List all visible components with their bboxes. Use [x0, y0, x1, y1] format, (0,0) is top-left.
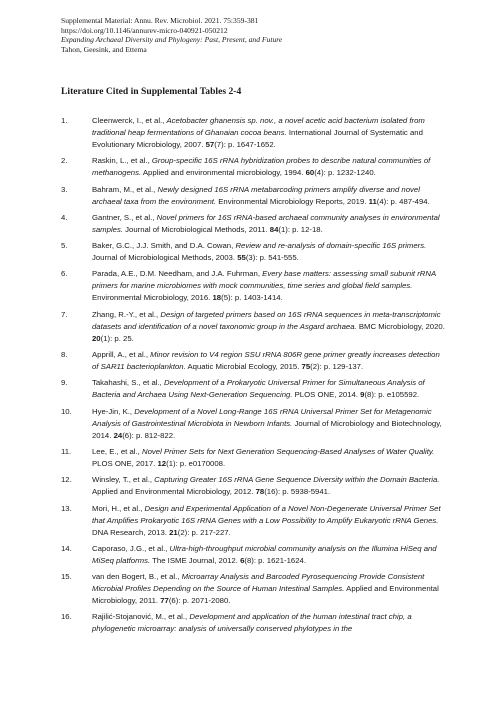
reference-text [92, 377, 446, 401]
reference-number: 9. [61, 378, 68, 388]
reference-pages: (8): p. e105592. [364, 390, 420, 400]
reference-item [61, 212, 446, 236]
reference-item [61, 115, 446, 151]
reference-journal: PLOS ONE, 2017. [92, 458, 158, 468]
section-title: Literature Cited in Supplemental Tables 2-4 [61, 86, 242, 97]
reference-number: 5. [61, 241, 68, 251]
reference-item [61, 446, 446, 470]
reference-authors: van den Bogert, B., et al., [92, 572, 182, 582]
reference-journal: Journal of Microbiology and Biotechnology, 2014. [92, 418, 442, 440]
reference-text [92, 240, 446, 264]
reference-volume: 24 [113, 430, 123, 440]
reference-authors: Caporaso, J.G., et al., [92, 543, 170, 553]
reference-title: Development of a Novel Long-Range 16S rRNA Universal Primer Set for Metagenomic Analysis of Gastrointestinal Microbiota in Newborn Infants. [92, 406, 432, 428]
reference-authors: Apprill, A., et al., [92, 350, 151, 360]
reference-text [92, 406, 446, 442]
reference-authors: Raskin, L., et al., [92, 156, 152, 166]
reference-item [61, 155, 446, 179]
reference-number: 16. [61, 612, 72, 622]
reference-pages: (7): p. 1647-1652. [214, 140, 276, 149]
reference-volume: 20 [92, 333, 101, 343]
reference-pages: (4): p. 1232-1240. [314, 168, 376, 178]
reference-journal: Applied and Environmental Microbiology, 2011. [92, 584, 439, 606]
reference-text [92, 309, 446, 345]
reference-number: 1. [61, 116, 68, 125]
reference-title: Group-specific 16S rRNA hybridization probes to describe natural communities of methanogens. [92, 156, 431, 178]
header-citation: Supplemental Material: Annu. Rev. Microbiol. 2021. 75:359-381 [61, 16, 259, 25]
reference-journal: Aquatic Microbial Ecology, 2015. [185, 362, 302, 372]
reference-authors: Parada, A.E., D.M. Needham, and J.A. Fuhrman, [92, 269, 263, 279]
reference-journal: Journal of Microbiological Methods, 2011. [123, 224, 270, 234]
reference-volume: 9 [360, 390, 365, 400]
reference-number: 7. [61, 309, 68, 319]
reference-journal: Applied and environmental microbiology, 1994. [141, 168, 306, 178]
reference-text [92, 268, 446, 304]
reference-pages: (5): p. 1403-1414. [221, 293, 283, 303]
header-doi[interactable]: https://doi.org/10.1146/annurev-micro-040921-050212 [61, 25, 228, 35]
reference-title: Development of a Prokaryotic Universal Primer for Simultaneous Analysis of Bacteria and Archaea Using Next-Generation Sequencing. [92, 378, 425, 400]
reference-number: 15. [61, 572, 72, 582]
reference-item [61, 309, 446, 345]
reference-journal: BMC Microbiology, 2020. [356, 321, 445, 331]
reference-item [61, 349, 446, 373]
reference-pages: (1): p. e0170008. [166, 458, 226, 468]
reference-volume: 77 [160, 596, 169, 606]
reference-title: Minor revision to V4 region SSU rRNA 806R gene primer greatly increases detection of SAR11 bacterioplankton. [92, 350, 440, 372]
reference-journal: Journal of Microbiological Methods, 2003. [92, 253, 238, 263]
reference-authors: Mori, H., et al., [92, 503, 145, 513]
reference-authors: Winsley, T., et al., [92, 475, 155, 485]
reference-journal: Environmental Microbiology, 2016. [92, 293, 213, 303]
reference-item [61, 377, 446, 401]
reference-journal: The ISME Journal, 2012. [150, 555, 241, 565]
reference-item [61, 474, 446, 498]
reference-pages: (1): p. 25. [100, 333, 134, 343]
reference-number: 13. [61, 503, 72, 513]
reference-item [61, 543, 446, 567]
reference-title: Novel primers for 16S rRNA-based archaeal community analyses in environmental samples. [92, 212, 440, 234]
reference-item [61, 611, 446, 635]
reference-number: 4. [61, 212, 68, 222]
reference-authors: Rajilić-Stojanović, M., et al., [92, 612, 190, 622]
reference-title: Design and Experimental Application of a Novel Non-Degenerate Universal Primer Set that Amplifies Prokaryotic 16S rRNA Genes with a Low Possibility to Amplify Eukaryotic rRNA Genes. [92, 503, 441, 525]
reference-item [61, 268, 446, 304]
reference-authors: Takahashi, S., et al., [92, 378, 164, 388]
reference-text [92, 115, 446, 151]
reference-authors: Gantner, S., et al., [92, 212, 157, 222]
reference-title: Ultra-high-throughput microbial community analysis on the Illumina HiSeq and MiSeq platforms. [92, 543, 437, 565]
reference-volume: 21 [169, 527, 178, 537]
reference-pages: (6): p. 812-822. [122, 430, 176, 440]
reference-volume: 75 [301, 362, 311, 372]
reference-number: 2. [61, 156, 68, 166]
reference-journal: Applied and Environmental Microbiology, 2012. [92, 487, 256, 497]
reference-number: 3. [61, 184, 68, 194]
reference-authors: Lee, E., et al., [92, 446, 142, 456]
reference-authors: Baker, G.C., J.J. Smith, and D.A. Cowan, [92, 241, 236, 251]
reference-text [92, 611, 446, 635]
reference-pages: (2): p. 217-227. [177, 527, 231, 537]
reference-text [92, 474, 446, 498]
reference-item [61, 503, 446, 539]
reference-journal: PLOS ONE, 2014. [292, 390, 361, 400]
reference-volume: 55 [237, 253, 246, 263]
reference-pages: (8): p. 1621-1624. [244, 555, 306, 565]
reference-text [92, 184, 446, 208]
reference-list [61, 115, 446, 640]
reference-number: 10. [61, 406, 72, 416]
reference-title: Newly designed 16S rRNA metabarcoding primers amplify diverse and novel archaeal taxa from the environment. [92, 184, 420, 206]
reference-number: 11. [61, 446, 72, 456]
reference-pages: (1): p. 12-18. [278, 224, 323, 234]
reference-number: 12. [61, 475, 72, 485]
reference-text [92, 571, 446, 607]
reference-item [61, 406, 446, 442]
reference-volume: 18 [212, 293, 222, 303]
reference-text [92, 212, 446, 236]
reference-pages: (16): p. 5938-5941. [264, 487, 331, 497]
reference-authors: Bahram, M., et al., [92, 184, 158, 194]
reference-text [92, 155, 446, 179]
reference-volume: 6 [240, 555, 245, 565]
reference-number: 8. [61, 350, 68, 360]
reference-title: Microarray Analysis and Barcoded Pyrosequencing Provide Consistent Microbial Profiles Depending on the Source of Human Intestinal Samples. [92, 572, 425, 594]
reference-authors: Cleenwerck, I., et al., [92, 116, 167, 125]
reference-pages: (2): p. 129-137. [310, 362, 364, 372]
reference-text [92, 349, 446, 373]
reference-title: Novel Primer Sets for Next Generation Sequencing-Based Analyses of Water Quality. [141, 446, 435, 456]
reference-volume: 84 [269, 224, 279, 234]
reference-volume: 78 [255, 487, 265, 497]
reference-volume: 11 [368, 196, 377, 206]
page-header [61, 16, 461, 54]
reference-title: Every base matters: assessing small subunit rRNA primers for marine microbiomes with mock communities, time series and global field samples. [92, 269, 436, 291]
reference-text [92, 503, 446, 539]
reference-title: Design of targeted primers based on 16S rRNA sequences in meta-transcriptomic datasets and identification of a novel taxonomic group in the Asgard archaea. [92, 309, 441, 331]
reference-item [61, 184, 446, 208]
reference-journal: DNA Research, 2013. [92, 527, 170, 537]
reference-volume: 12 [157, 458, 167, 468]
reference-journal: Environmental Microbiology Reports, 2019. [216, 196, 369, 206]
reference-item [61, 240, 446, 264]
reference-title: Capturing Greater 16S rRNA Gene Sequence Diversity within the Domain Bacteria. [154, 475, 440, 485]
reference-authors: Zhang, R.-Y., et al., [92, 309, 161, 319]
reference-authors: Hye-Jin, K., [92, 406, 135, 416]
reference-item [61, 571, 446, 607]
header-article-title: Expanding Archaeal Diversity and Phylogeny: Past, Present, and Future [61, 35, 283, 45]
reference-text [92, 543, 446, 567]
reference-title: Review and re-analysis of domain-specific 16S primers. [235, 241, 427, 251]
reference-journal: International Journal of Systematic and Evolutionary Microbiology, 2007. [92, 128, 423, 149]
reference-text [92, 446, 446, 470]
reference-volume: 60 [305, 168, 315, 178]
reference-number: 14. [61, 543, 72, 553]
reference-title: Development and application of the human intestinal tract chip, a phylogenetic microarray: analysis of universally conserved phylotypes in the [92, 612, 412, 634]
reference-pages: (4): p. 487-494. [376, 196, 430, 206]
reference-title: Acetobacter ghanensis sp. nov., a novel acetic acid bacterium isolated from traditional heap fermentations of Ghanaian cocoa beans. [92, 116, 425, 137]
reference-volume: 57 [205, 140, 215, 149]
reference-pages: (6): p. 2071-2080. [168, 596, 231, 606]
reference-number: 6. [61, 269, 68, 279]
header-authors: Tahon, Geesink, and Ettema [61, 44, 147, 54]
reference-pages: (3): p. 541-555. [245, 253, 299, 263]
